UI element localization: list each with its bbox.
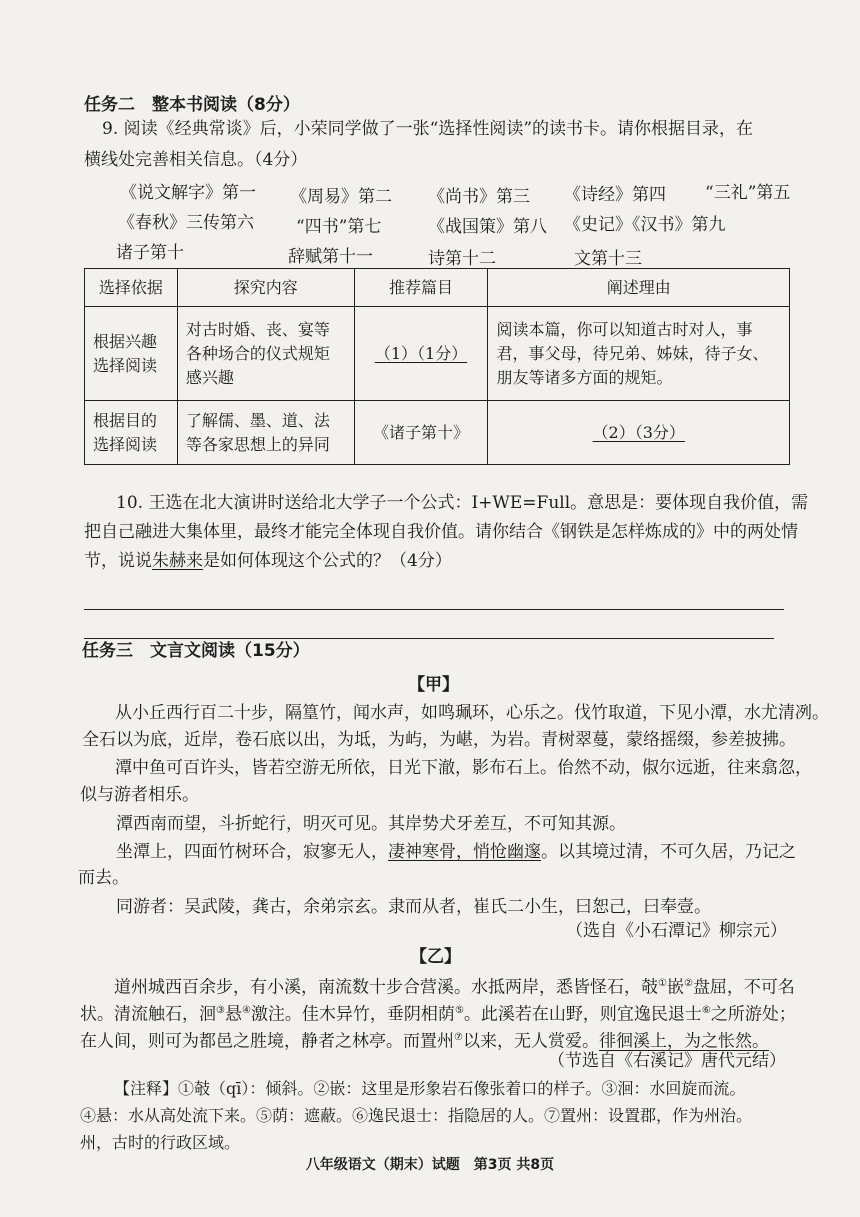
toc-item: 诗第十二 [428, 249, 496, 269]
table-cell: 根据兴趣选择阅读 [85, 307, 178, 401]
passage-text: 。此溪若在山野，则宜逸民退士 [463, 1004, 702, 1025]
reading-card-table [84, 268, 790, 465]
toc-item: 《说文解字》第一 [120, 183, 256, 203]
q9-text-line1: 9. 阅读《经典常谈》后，小荣同学做了一张“选择性阅读”的读书卡。请你根据目录，在 [102, 119, 754, 139]
answer-line[interactable] [84, 609, 784, 610]
passage-line: 似与游者相乐。 [80, 785, 199, 805]
passage-jia-title: 【甲】 [408, 675, 459, 695]
footnote-mark: ⑤ [454, 1005, 464, 1016]
footnote-mark: ① [658, 978, 667, 989]
toc-item: 《尚书》第三 [428, 187, 530, 207]
table-header: 选择依据 [85, 269, 178, 307]
passage-text: 坐潭上，四面竹树环合，寂寥无人， [116, 842, 388, 862]
table-cell: 阅读本篇，你可以知道古时对人，事君，事父母，待兄弟、姊妹，待子女、朋友等诸多方面的规矩。 [488, 307, 790, 401]
passage-text: 之所游处； [710, 1004, 796, 1025]
passage-line: 而去。 [78, 868, 129, 888]
table-cell: 根据目的选择阅读 [85, 401, 178, 465]
passage-line: 全石以为底，近岸，卷石底以出，为坻，为屿，为嵁，为岩。青树翠蔓，蒙络摇缀，参差披拂。 [82, 730, 796, 750]
passage-line [114, 973, 795, 999]
passage-text: 悬 [224, 1004, 242, 1025]
toc-item: 《战国策》第八 [428, 217, 547, 237]
passage-source: （选自《小石潭记》柳宗元） [566, 921, 787, 941]
q10-text-line1: 10. 王选在北大演讲时送给北大学子一个公式：I+WE=Full。意思是：要体现自我价值，需 [116, 493, 809, 513]
table-header: 探究内容 [177, 269, 354, 307]
answer-line[interactable] [84, 638, 774, 639]
passage-text: 盘屈，不可名 [692, 977, 795, 998]
passage-line: 潭西南而望，斗折蛇行，明灭可见。其岸势犬牙差互，不可知其源。 [116, 814, 626, 834]
passage-text: 以来，无人赏爱。 [462, 1031, 599, 1052]
toc-item: 《史记》《汉书》第九 [564, 215, 726, 235]
q10-text: 是如何体现这个公式的？（4分） [203, 551, 452, 571]
toc-item: “三礼”第五 [705, 183, 791, 203]
toc-item: “四书”第七 [296, 217, 382, 237]
passage-text: 激注。佳木异竹，垂阴相荫 [250, 1004, 455, 1025]
q10-text: 节，说说 [84, 551, 152, 571]
answer-blank-2[interactable]: （2）（3分） [488, 401, 790, 465]
passage-text: 状。清流触石，洄 [80, 1004, 216, 1025]
footnote-mark: ⑥ [701, 1005, 711, 1016]
passage-line [80, 1027, 769, 1053]
footnote-mark: ③ [216, 1005, 225, 1016]
page-footer: 八年级语文（期末）试题 第3页 共8页 [305, 1157, 555, 1173]
passage-line [116, 841, 796, 863]
passage-text: 嵌 [666, 977, 684, 998]
q9-text-line2: 横线处完善相关信息。（4分） [84, 150, 308, 170]
passage-line [80, 1000, 796, 1026]
table-cell: 对古时婚、丧、宴等各种场合的仪式规矩感兴趣 [177, 307, 354, 401]
table-cell: 《诸子第十》 [354, 401, 488, 465]
passage-source: （节选自《右溪记》唐代元结） [548, 1051, 786, 1071]
passage-line: 同游者：吴武陵，龚古，余弟宗玄。隶而从者，崔氏二小生，曰恕己，曰奉壹。 [116, 897, 711, 917]
toc-item: 辞赋第十一 [288, 247, 373, 267]
task3-heading: 任务三 文言文阅读（15分） [82, 641, 310, 661]
toc-item: 《周易》第二 [290, 187, 392, 207]
table-header: 推荐篇目 [354, 269, 488, 307]
passage-text: 在人间，则可为都邑之胜境，静者之林亭。而置州 [80, 1031, 454, 1052]
annotation-line: 州，古时的行政区域。 [80, 1133, 241, 1152]
task2-heading: 任务二 整本书阅读（8分） [84, 95, 300, 115]
q10-text-line2: 把自己融进大集体里，最终才能完全体现自我价值。请你结合《钢铁是怎样炼成的》中的两处情 [84, 522, 798, 542]
toc-item: 诸子第十 [116, 243, 184, 263]
toc-item: 文第十三 [574, 249, 642, 269]
toc-item: 《春秋》三传第六 [118, 213, 254, 233]
passage-yi-title: 【乙】 [410, 947, 461, 967]
table-header: 阐述理由 [488, 269, 790, 307]
q10-keyword: 朱赫来 [152, 551, 203, 571]
passage-line: 从小丘西行百二十步，隔篁竹，闻水声，如鸣珮环，心乐之。伐竹取道，下见小潭，水尤清冽。 [115, 703, 829, 723]
q10-text-line3 [84, 550, 452, 572]
answer-blank-1[interactable]: （1）（1分） [354, 307, 488, 401]
footnote-mark: ④ [241, 1005, 251, 1016]
footnote-mark: ② [683, 978, 693, 989]
toc-item: 《诗经》第四 [564, 185, 666, 205]
passage-line: 潭中鱼可百许头，皆若空游无所依，日光下澈，影布石上。佁然不动，俶尔远逝，往来翕忽， [115, 758, 812, 778]
underlined-phrase: 凄神寒骨，悄怆幽邃 [388, 842, 541, 862]
underlined-phrase: 徘徊溪上，为之怅然。 [598, 1031, 769, 1052]
footnote-mark: ⑦ [454, 1032, 463, 1043]
passage-text: 。以其境过清，不可久居，乃记之 [541, 842, 796, 862]
passage-text: 道州城西百余步，有小溪，南流数十步合营溪。水抵两岸，悉皆怪石，攲 [114, 977, 658, 998]
table-cell: 了解儒、墨、道、法等各家思想上的异同 [177, 401, 354, 465]
annotation-line: ④悬：水从高处流下来。⑤荫：遮蔽。⑥逸民退士：指隐居的人。⑦置州：设置郡，作为州治。 [80, 1106, 753, 1125]
annotation-line: 【注释】①攲（qī）：倾斜。②嵌：这里是形象岩石像张着口的样子。③洄：水回旋而流。 [114, 1079, 746, 1098]
